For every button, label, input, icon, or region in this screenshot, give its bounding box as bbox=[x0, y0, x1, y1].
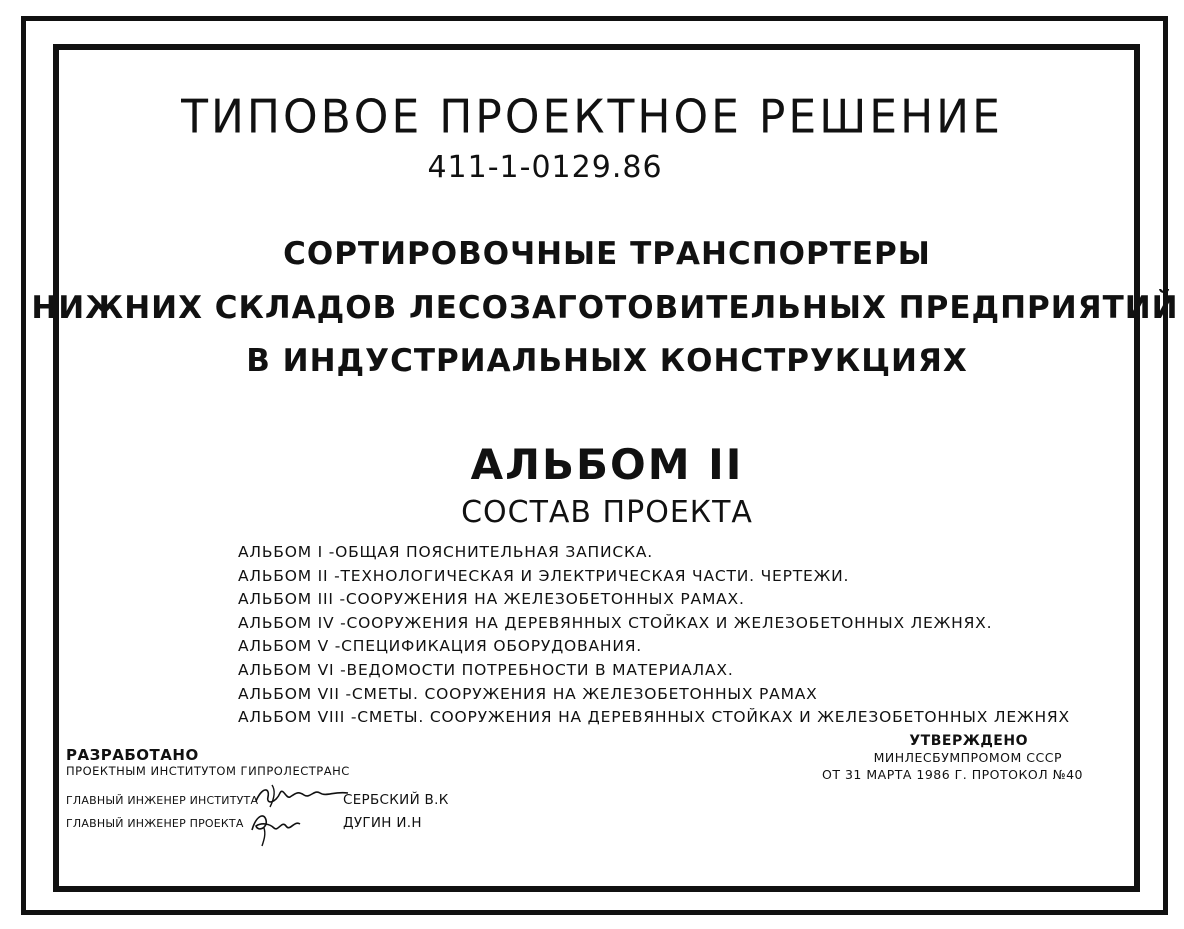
chief-engineer-project-label: ГЛАВНЫЙ ИНЖЕНЕР ПРОЕКТА bbox=[66, 817, 244, 830]
approved-date: ОТ 31 МАРТА 1986 Г. ПРОТОКОЛ №40 bbox=[822, 767, 1083, 782]
approved-by: МИНЛЕСБУМПРОМОМ СССР bbox=[873, 750, 1062, 765]
subject-line-3: В ИНДУСТРИАЛЬНЫХ КОНСТРУКЦИЯХ bbox=[246, 343, 968, 379]
album-list-item: АЛЬБОМ III -СООРУЖЕНИЯ НА ЖЕЛЕЗОБЕТОННЫХ РАМАХ. bbox=[238, 590, 745, 609]
chief-engineer-institute-name: СЕРБСКИЙ В.К bbox=[343, 792, 449, 808]
album-list-item: АЛЬБОМ II -ТЕХНОЛОГИЧЕСКАЯ И ЭЛЕКТРИЧЕСКАЯ ЧАСТИ. ЧЕРТЕЖИ. bbox=[238, 566, 850, 585]
album-list-item: АЛЬБОМ VI -ВЕДОМОСТИ ПОТРЕБНОСТИ В МАТЕРИАЛАХ. bbox=[238, 660, 734, 679]
document-code: 411-1-0129.86 bbox=[427, 150, 663, 185]
chief-engineer-project-name: ДУГИН И.Н bbox=[343, 815, 422, 831]
approved-label: УТВЕРЖДЕНО bbox=[909, 733, 1028, 749]
composition-title: СОСТАВ ПРОЕКТА bbox=[461, 495, 753, 530]
subject-line-1: СОРТИРОВОЧНЫЕ ТРАНСПОРТЕРЫ bbox=[283, 236, 931, 272]
developed-label: РАЗРАБОТАНО bbox=[66, 746, 199, 764]
album-title: АЛЬБОМ II bbox=[470, 440, 744, 489]
album-list bbox=[238, 541, 1070, 730]
developed-by: ПРОЕКТНЫМ ИНСТИТУТОМ ГИПРОЛЕСТРАНС bbox=[66, 764, 350, 778]
document-title: ТИПОВОЕ ПРОЕКТНОЕ РЕШЕНИЕ bbox=[181, 90, 1003, 145]
album-list-item: АЛЬБОМ IV -СООРУЖЕНИЯ НА ДЕРЕВЯННЫХ СТОЙКАХ И ЖЕЛЕЗОБЕТОННЫХ ЛЕЖНЯХ. bbox=[238, 613, 993, 632]
album-list-item: АЛЬБОМ I -ОБЩАЯ ПОЯСНИТЕЛЬНАЯ ЗАПИСКА. bbox=[238, 543, 653, 561]
subject-line-2: НИЖНИХ СКЛАДОВ ЛЕСОЗАГОТОВИТЕЛЬНЫХ ПРЕДПРИЯТИЙ bbox=[31, 290, 1179, 326]
album-list-item: АЛЬБОМ V -СПЕЦИФИКАЦИЯ ОБОРУДОВАНИЯ. bbox=[238, 637, 643, 656]
album-list-item: АЛЬБОМ VIII -СМЕТЫ. СООРУЖЕНИЯ НА ДЕРЕВЯННЫХ СТОЙКАХ И ЖЕЛЕЗОБЕТОННЫХ ЛЕЖНЯХ bbox=[238, 708, 1070, 727]
signature-institute bbox=[252, 781, 352, 809]
chief-engineer-institute-label: ГЛАВНЫЙ ИНЖЕНЕР ИНСТИТУТА bbox=[66, 794, 259, 807]
album-list-item: АЛЬБОМ VII -СМЕТЫ. СООРУЖЕНИЯ НА ЖЕЛЕЗОБЕТОННЫХ РАМАХ bbox=[238, 684, 818, 703]
signature-project bbox=[244, 806, 308, 848]
